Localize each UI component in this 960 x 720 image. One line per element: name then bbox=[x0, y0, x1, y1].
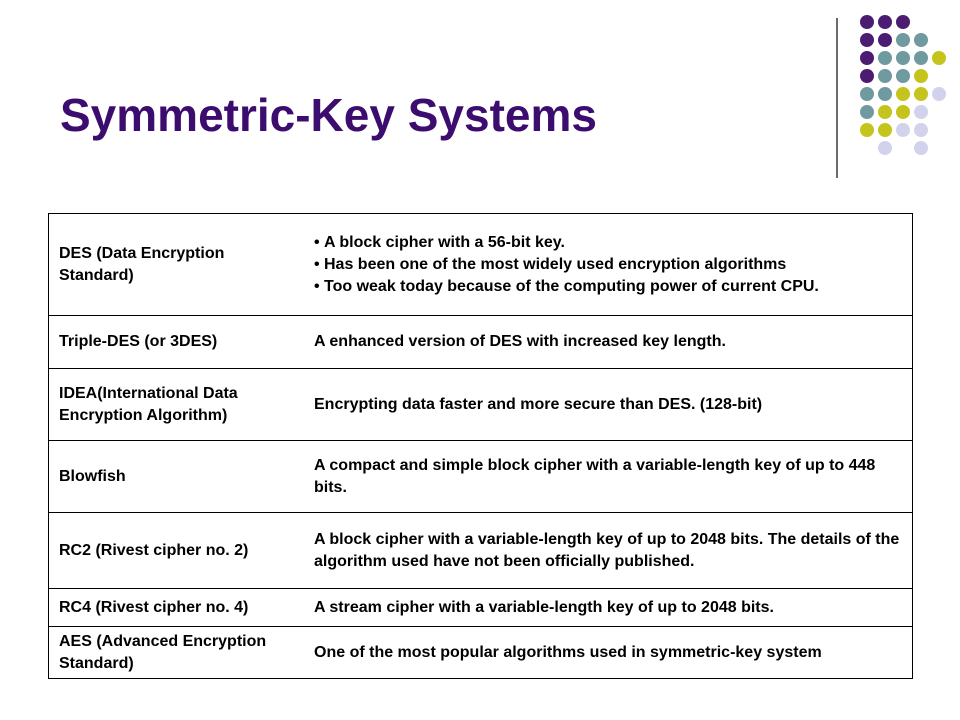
decorative-dot bbox=[860, 105, 874, 119]
decorative-dot bbox=[896, 69, 910, 83]
list-item: • Has been one of the most widely used encryption algorithms bbox=[314, 254, 908, 276]
decorative-dot bbox=[878, 69, 892, 83]
table-row-blowfish bbox=[49, 441, 913, 513]
decorative-dot bbox=[860, 69, 874, 83]
des-bullet-list bbox=[314, 232, 908, 298]
table-row-aes bbox=[49, 627, 913, 679]
header-divider bbox=[836, 18, 838, 178]
decorative-dot bbox=[896, 15, 910, 29]
cipher-description bbox=[306, 214, 913, 316]
decorative-dot bbox=[896, 51, 910, 65]
decorative-dot bbox=[896, 87, 910, 101]
table-row-idea bbox=[49, 369, 913, 441]
decorative-dot bbox=[914, 51, 928, 65]
table-row-rc2 bbox=[49, 513, 913, 589]
decorative-dot bbox=[878, 87, 892, 101]
decorative-dot bbox=[914, 105, 928, 119]
decorative-dot bbox=[896, 33, 910, 47]
decorative-dot bbox=[932, 87, 946, 101]
list-item: • A block cipher with a 56-bit key. bbox=[314, 232, 908, 254]
cipher-name: Blowfish bbox=[49, 441, 307, 513]
cipher-description: One of the most popular algorithms used in symmetric-key system bbox=[306, 627, 913, 679]
list-item: • Too weak today because of the computing power of current CPU. bbox=[314, 276, 908, 298]
cipher-description: A block cipher with a variable-length key of up to 2048 bits. The details of the algorithm used have not been officially published. bbox=[306, 513, 913, 589]
decorative-dot bbox=[860, 15, 874, 29]
cipher-name: DES (Data Encryption Standard) bbox=[49, 214, 307, 316]
table-row-des bbox=[49, 214, 913, 316]
decorative-dot bbox=[860, 33, 874, 47]
slide-title: Symmetric-Key Systems bbox=[60, 89, 597, 141]
decorative-dot bbox=[860, 51, 874, 65]
decorative-dot bbox=[896, 123, 910, 137]
table-row-rc4 bbox=[49, 589, 913, 627]
cipher-name: IDEA(International Data Encryption Algorithm) bbox=[49, 369, 307, 441]
cipher-name: Triple-DES (or 3DES) bbox=[49, 316, 307, 369]
decorative-dot bbox=[914, 33, 928, 47]
cipher-description: A compact and simple block cipher with a variable-length key of up to 448 bits. bbox=[306, 441, 913, 513]
cipher-name: RC2 (Rivest cipher no. 2) bbox=[49, 513, 307, 589]
cipher-description: A stream cipher with a variable-length key of up to 2048 bits. bbox=[306, 589, 913, 627]
decorative-dot bbox=[878, 123, 892, 137]
decorative-dot bbox=[860, 123, 874, 137]
decorative-dot bbox=[860, 87, 874, 101]
cipher-table bbox=[48, 213, 913, 679]
decorative-dot bbox=[896, 105, 910, 119]
decorative-dot bbox=[878, 33, 892, 47]
decorative-dot bbox=[914, 87, 928, 101]
decorative-dot bbox=[878, 51, 892, 65]
table-row-3des bbox=[49, 316, 913, 369]
cipher-name: RC4 (Rivest cipher no. 4) bbox=[49, 589, 307, 627]
decorative-dot bbox=[932, 51, 946, 65]
cipher-description: A enhanced version of DES with increased key length. bbox=[306, 316, 913, 369]
decorative-dot bbox=[878, 141, 892, 155]
cipher-description: Encrypting data faster and more secure than DES. (128-bit) bbox=[306, 369, 913, 441]
decorative-dot bbox=[914, 141, 928, 155]
decorative-dot bbox=[914, 69, 928, 83]
decorative-dot bbox=[914, 123, 928, 137]
decorative-dot bbox=[878, 105, 892, 119]
cipher-name: AES (Advanced Encryption Standard) bbox=[49, 627, 307, 679]
decorative-dot bbox=[878, 15, 892, 29]
